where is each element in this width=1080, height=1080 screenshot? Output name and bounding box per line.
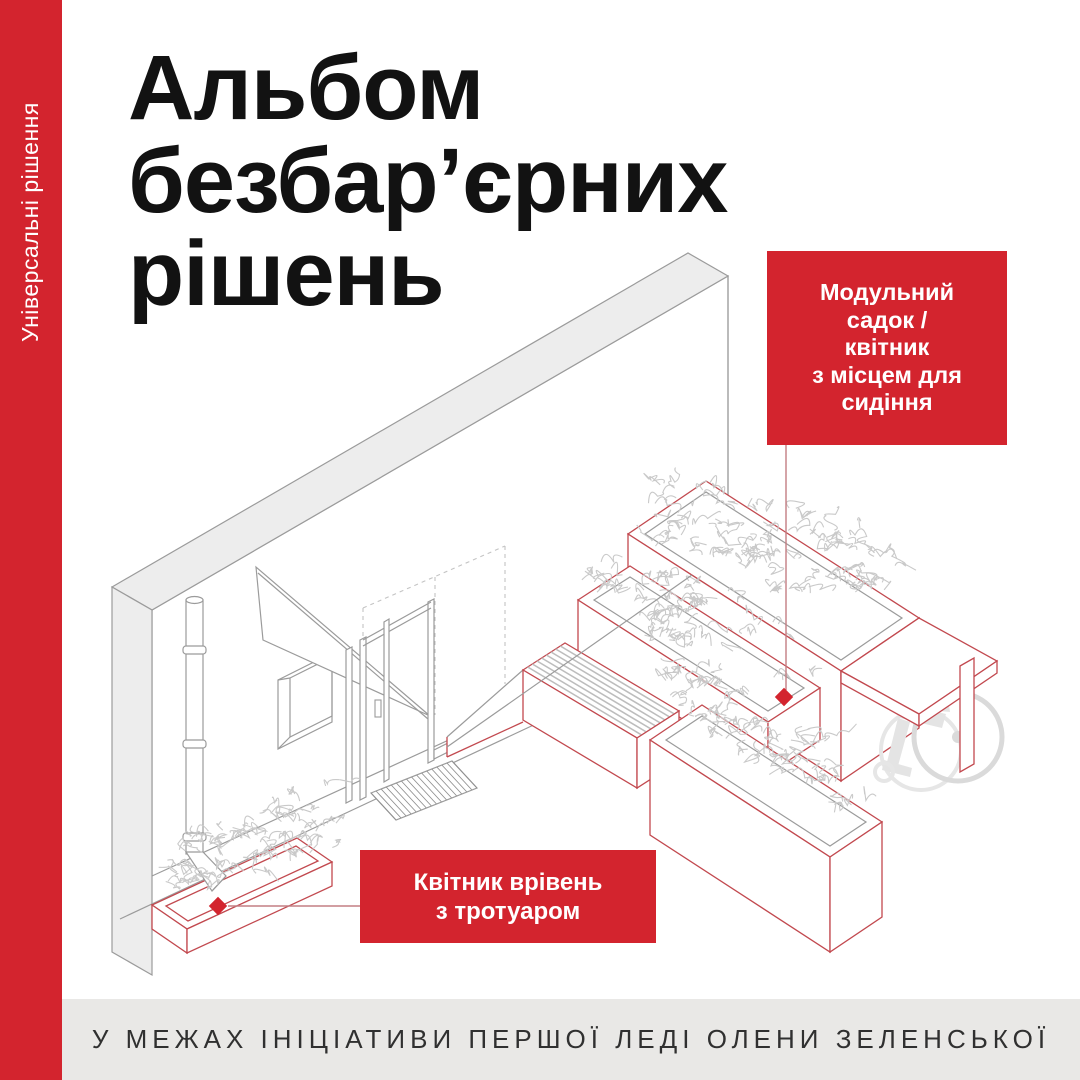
page-title-line: безбар’єрних — [128, 130, 728, 232]
callout-line: квітник — [844, 334, 930, 361]
footer-text: У МЕЖАХ ІНІЦІАТИВИ ПЕРШОЇ ЛЕДІ ОЛЕНИ ЗЕЛЕНСЬКОЇ — [91, 1024, 1051, 1054]
callout-line: з тротуаром — [435, 897, 581, 925]
door-handle — [375, 700, 381, 717]
callout-line: Модульний — [819, 279, 955, 306]
page-title — [128, 37, 728, 325]
page-title-line: Альбом — [128, 37, 484, 139]
callout-flush-planter — [360, 850, 656, 943]
callout-line: сидіння — [841, 389, 933, 416]
sidebar-label: Універсальні рішення — [17, 102, 43, 342]
callout-line: Квітник врівень — [413, 868, 603, 896]
footer-bar — [62, 999, 1080, 1080]
callout-line: з місцем для — [812, 361, 962, 388]
sidebar-ribbon — [0, 0, 62, 1080]
callout-line: садок / — [846, 306, 928, 333]
callout-modular-garden — [767, 251, 1007, 445]
page-title-line: рішень — [128, 223, 444, 325]
